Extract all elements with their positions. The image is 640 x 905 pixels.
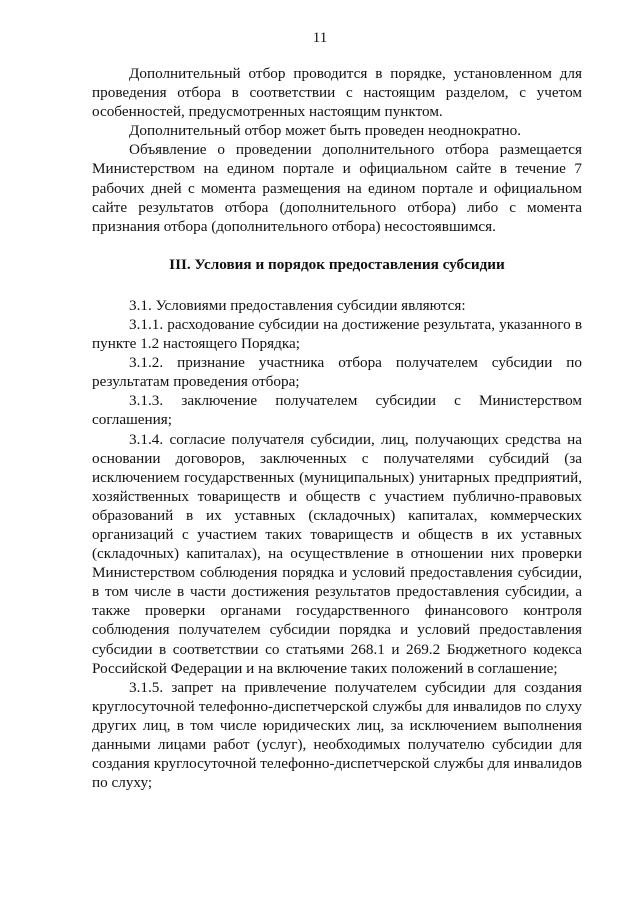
document-body: [92, 64, 582, 792]
paragraph-clause-3-1-4: 3.1.4. согласие получателя субсидии, лиц, получающих средства на основании договоров, заключенных с получателями субсидий (за исключением государственных (муниципальных) унитарных предприятий, хозяйственных товариществ и обществ с участием публично-правовых образований в их уставных (складочных) капиталах, коммерческих организаций с участием таких товариществ и обществ в их уставных (складочных) капиталах), на осуществление в отношении них проверки Министерством соблюдения порядка и условий предоставления субсидии, в том числе в части достижения результатов предоставления субсидии, а также проверки органами государственного финансового контроля соблюдения получателем субсидии порядка и условий предоставления субсидии в соответствии со статьями 268.1 и 269.2 Бюджетного кодекса Российской Федерации и на включение таких положений в соглашение;: [92, 430, 582, 677]
paragraph: Дополнительный отбор проводится в порядке, установленном для проведения отбора в соответствии с настоящим разделом, с учетом особенностей, предусмотренных настоящим пунктом.: [92, 65, 582, 121]
paragraph: Объявление о проведении дополнительного отбора размещается Министерством на едином портале и официальном сайте в течение 7 рабочих дней с момента размещения на едином портале и официальном сайте результатов отбора (дополнительного отбора) либо с момента признания отбора (дополнительного отбора) несостоявшимся.: [92, 141, 582, 235]
paragraph: Дополнительный отбор может быть проведен неоднократно.: [129, 122, 522, 140]
page-number: 11: [312, 30, 328, 46]
paragraph-clause-3-1-2: 3.1.2. признание участника отбора получателем субсидии по результатам проведения отбора;: [92, 354, 582, 391]
paragraph-clause-3-1-3: 3.1.3. заключение получателем субсидии с Министерством соглашения;: [92, 392, 582, 429]
section-heading: III. Условия и порядок предоставления субсидии: [169, 255, 505, 273]
paragraph-clause-3-1: 3.1. Условиями предоставления субсидии являются:: [129, 296, 466, 314]
paragraph-clause-3-1-1: 3.1.1. расходование субсидии на достижение результата, указанного в пункте 1.2 настоящего Порядка;: [92, 315, 582, 353]
paragraph-clause-3-1-5: 3.1.5. запрет на привлечение получателем субсидии для создания круглосуточной телефонно-диспетчерской службы для инвалидов по слуху других лиц, в том числе юридических лиц, за исключением выполнения данными лицами работ (услуг), необходимых получателю субсидии для создания круглосуточной телефонно-диспетчерской службы для инвалидов по слуху;: [92, 678, 582, 792]
